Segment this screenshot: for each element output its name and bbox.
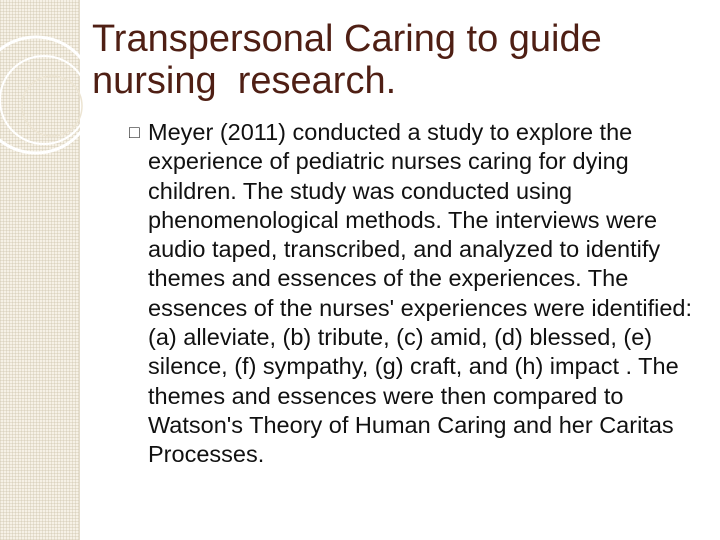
bullet-text: Meyer (2011) conducted a study to explore the experience of pediatric nurses caring for dying children. The study was conducted using phenomenological methods. The interviews were audio taped, transcribed, and analyzed to identify themes and essences of the experiences. The essences of the nurses' experiences were identified: (a) alleviate, (b) tribute, (c) amid, (d) blessed, (e) silence, (f) sympathy, (g) craft, and (h) impact . The themes and essences were then compared to Watson's Theory of Human Caring and her Caritas Processes. [148, 119, 692, 468]
bullet-icon: □ [129, 122, 140, 142]
bullet-paragraph [129, 118, 708, 470]
decorative-circle-small [22, 76, 82, 136]
slide-title: Transpersonal Caring to guide nursing research. [92, 18, 613, 102]
decorative-circle-inner [0, 56, 88, 144]
